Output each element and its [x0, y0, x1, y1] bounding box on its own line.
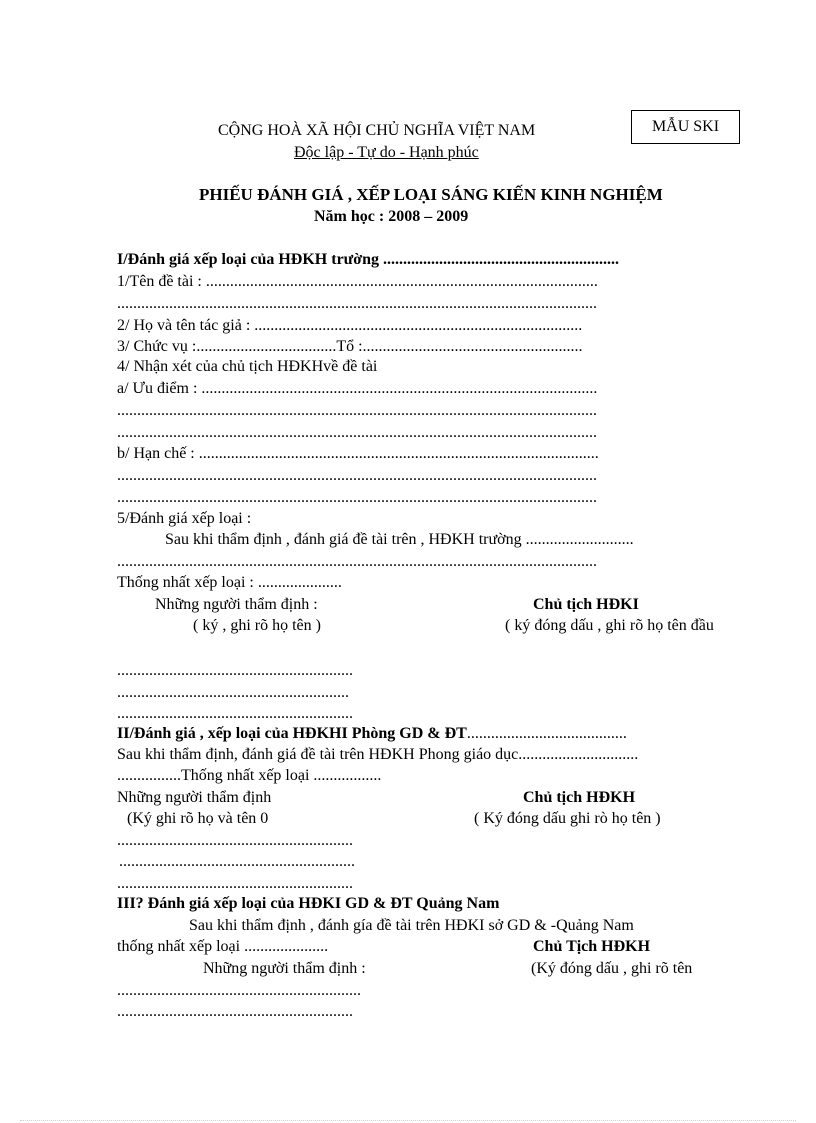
author-name-field: 2/ Họ và tên tác giả : .................................................................................. — [117, 317, 583, 334]
section2-agree: ................Thống nhất xếp loại ................. — [117, 767, 382, 784]
section2-heading: II/Đánh giá , xếp loại của HĐKHI Phòng GD & ĐT — [117, 725, 467, 742]
section3-agree: thống nhất xếp loại ..................... — [117, 938, 329, 955]
topic-name-field: 1/Tên đề tài : .................................................................................................. — [117, 273, 598, 290]
form-title: PHIẾU ĐÁNH GIÁ , XẾP LOẠI SÁNG KIẾN KINH NGHIỆM — [199, 185, 663, 204]
signature-line: ............................................................. — [117, 982, 361, 999]
page-bottom-border — [20, 1120, 796, 1121]
chair-label: Chủ tịch HĐKI — [533, 596, 639, 613]
cons-cont-1: ........................................................................................................................ — [117, 467, 597, 484]
topic-name-cont: ........................................................................................................................ — [117, 295, 597, 312]
signature-line: ........................................................... — [117, 1003, 353, 1020]
section2-reviewers-note: (Ký ghi rõ họ và tên 0 — [127, 810, 269, 827]
section2-reviewers: Những người thẩm định — [117, 789, 272, 806]
review-text: Sau khi thẩm định , đánh giá đề tài trên , HĐKH trường ........................... — [165, 531, 634, 548]
section3-reviewers: Những người thẩm định : — [203, 960, 366, 977]
section2-review: Sau khi thẩm định, đánh giá đề tài trên HĐKH Phong giáo dục.............................. — [117, 746, 639, 763]
signature-line: ........................................................... — [117, 832, 353, 849]
signature-line: .......................................................... — [117, 684, 349, 701]
signature-line: ........................................................... — [117, 875, 353, 892]
pros-cont-1: ........................................................................................................................ — [117, 402, 597, 419]
position-field: 3/ Chức vụ :...................................Tổ :....................................................... — [117, 338, 583, 355]
section2-heading-line — [117, 724, 627, 744]
section2-heading-dots: ........................................ — [466, 725, 627, 742]
chair-note: ( ký đóng dấu , ghi rõ họ tên đầu — [505, 617, 714, 634]
signature-line: ........................................................... — [119, 853, 355, 870]
section3-chair: Chủ Tịch HĐKH — [533, 938, 651, 955]
cons-field: b/ Hạn chế : .................................................................................................... — [117, 445, 599, 462]
form-code-box: MẪU SKI — [631, 110, 740, 144]
section3-review: Sau khi thẩm định , đánh gía đề tài trên HĐKI sở GD & -Quảng Nam — [189, 917, 634, 934]
reviewers-note: ( ký , ghi rõ họ tên ) — [193, 617, 321, 634]
section2-chair: Chủ tịch HĐKH — [523, 789, 636, 806]
signature-line: ........................................................... — [117, 705, 353, 722]
signature-line: ........................................................... — [117, 662, 353, 679]
national-motto: Độc lập - Tự do - Hạnh phúc — [294, 144, 479, 161]
agree-rating-field: Thống nhất xếp loại : ..................... — [117, 574, 342, 591]
section1-heading: I/Đánh giá xếp loại của HĐKH trường ........................................................... — [117, 251, 620, 268]
pros-cont-2: ........................................................................................................................ — [117, 424, 597, 441]
country-name: CỘNG HOÀ XÃ HỘI CHỦ NGHĨA VIỆT NAM — [218, 122, 536, 139]
section3-chair-note: (Ký đóng dấu , ghi rõ tên — [531, 960, 693, 977]
section2-chair-note: ( Ký đóng dấu ghi rò họ tên ) — [474, 810, 661, 827]
rating-label: 5/Đánh giá xếp loại : — [117, 510, 252, 527]
chair-comment-label: 4/ Nhận xét của chủ tịch HĐKHvề đề tài — [117, 358, 378, 375]
school-year: Năm học : 2008 – 2009 — [314, 208, 469, 225]
review-cont: ........................................................................................................................ — [117, 553, 597, 570]
cons-cont-2: ........................................................................................................................ — [117, 489, 597, 506]
section3-heading: III? Đánh giá xếp loại của HĐKI GD & ĐT Quảng Nam — [117, 895, 500, 912]
reviewers-label: Những người thẩm định : — [155, 596, 318, 613]
pros-field: a/ Ưu điểm : ................................................................................................... — [117, 380, 598, 397]
